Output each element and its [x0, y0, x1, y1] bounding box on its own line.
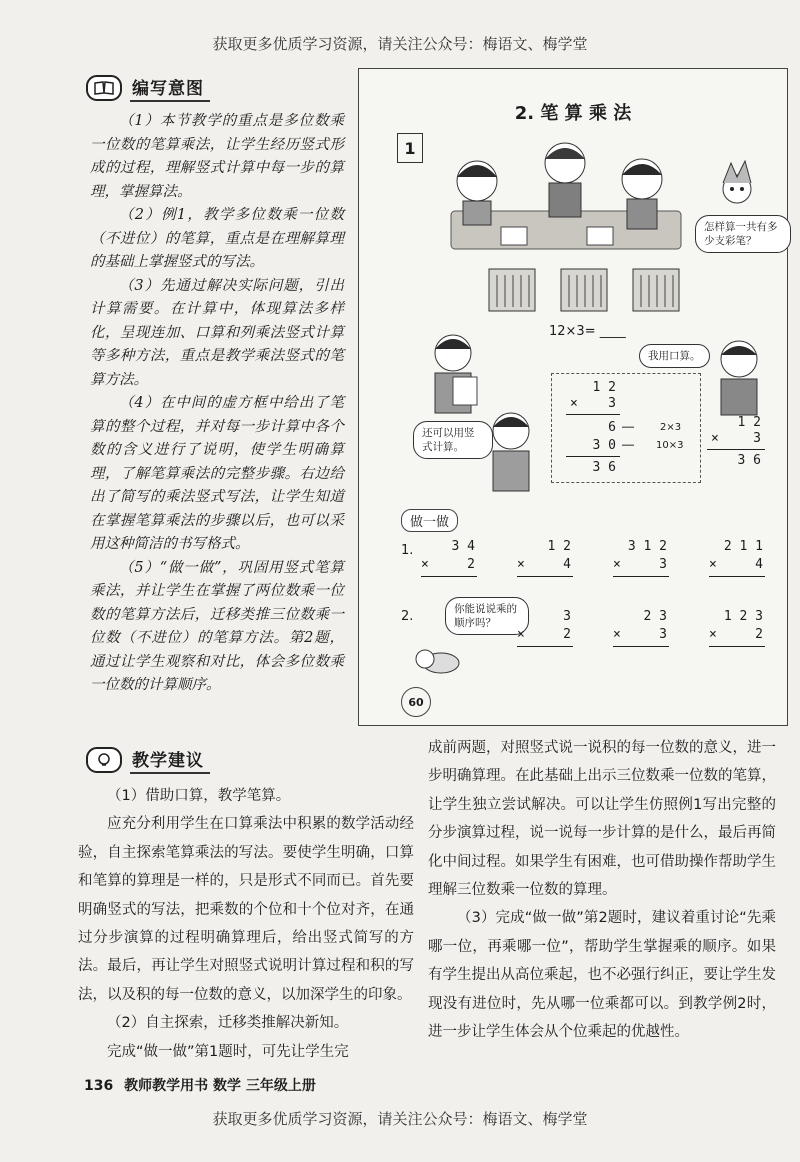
q1-rule — [517, 576, 573, 577]
q2-times-sign: × — [709, 627, 717, 642]
abacus-group-3 — [631, 267, 681, 317]
short-result: 3 6 — [737, 453, 761, 468]
elf-figure — [711, 159, 763, 211]
long-multiplier: 3 — [608, 396, 616, 411]
abacus-icon — [487, 267, 537, 313]
q2-multiplier: 2 — [755, 627, 763, 642]
advice-right-column — [428, 734, 776, 1046]
q1-problem-3 — [613, 539, 671, 583]
q2-problem-2 — [613, 609, 671, 653]
q1-multiplicand: 2 1 1 — [723, 539, 763, 554]
abacus-icon — [559, 267, 609, 313]
advice-left-column — [78, 782, 414, 1066]
example-number-box: 1 — [397, 133, 423, 163]
classroom-illustration — [437, 131, 693, 263]
advice-para-3: （3）完成“做一做”第2题时，建议着重讨论“先乘哪一位，再乘哪一位”，帮助学生掌握乘的顺序。如果有学生提出从高位乘起，也不必强行纠正，要让学生发现没有进位时，先从哪一位乘都可以。到教学例2时，进一步让学生体会从个位乘起的优越性。 — [428, 910, 776, 1041]
q2-multiplicand: 2 3 — [643, 609, 667, 624]
teaching-advice-header — [86, 746, 210, 774]
textbook-panel — [358, 68, 788, 726]
book-icon — [86, 75, 122, 101]
q1-multiplicand: 3 4 — [451, 539, 475, 554]
short-rule — [707, 449, 765, 450]
expression-12x3: 12×3= ____ — [549, 324, 626, 339]
short-multiplication — [705, 415, 775, 471]
q1-multiplier: 3 — [659, 557, 667, 572]
short-multiplicand: 1 2 — [737, 415, 761, 430]
order-bubble: 你能说说乘的顺序吗？ — [445, 597, 529, 635]
teaching-advice-title: 教学建议 — [130, 746, 210, 774]
q1-row — [359, 539, 787, 583]
q1-problem-2 — [517, 539, 575, 583]
advice-subheading-1: （1）借助口算，教学笔算。 — [107, 788, 291, 804]
q2-rule — [709, 646, 765, 647]
question-bubble: 怎样算一共有多少支彩笔？ — [695, 215, 791, 253]
q1-rule — [613, 576, 669, 577]
short-times-sign: × — [711, 431, 719, 446]
top-banner: 获取更多优质学习资源，请关注公众号：梅语文、梅学堂 — [212, 35, 588, 53]
bulb-icon — [86, 747, 122, 773]
long-note-2: 10×3 — [656, 440, 684, 451]
lesson-title: 2. 笔 算 乘 法 — [514, 103, 632, 124]
q1-multiplier: 2 — [467, 557, 475, 572]
girl-figure — [479, 409, 545, 495]
long-result: 3 6 — [592, 460, 616, 475]
advice-para-continued: 成前两题，对照竖式说一说积的每一位数的意义，进一步明确算理。在此基础上出示三位数乘一位数的笔算，让学生独立尝试解决。可以让学生仿照例1写出完整的分步演算过程，说一说每一步计算的是什么，最后再简化中间过程。如果学生有困难，也可借助操作帮助学生理解三位数乘一位数的算理。 — [428, 740, 776, 899]
short-multiplier: 3 — [753, 431, 761, 446]
q1-times-sign: × — [709, 557, 717, 572]
design-intent-body — [90, 110, 344, 698]
long-partial-2: 3 0 — [592, 438, 616, 453]
q1-times-sign: × — [613, 557, 621, 572]
boy-figure — [709, 337, 769, 417]
page-footer — [84, 1075, 316, 1095]
q2-problem-3 — [709, 609, 767, 653]
long-rule-2 — [566, 456, 620, 457]
q1-times-sign: × — [421, 557, 429, 572]
abacus-group-1 — [487, 267, 537, 317]
q2-rule — [613, 646, 669, 647]
oral-calc-bubble: 我用口算。 — [639, 344, 710, 368]
q2-number: 2. — [401, 609, 414, 624]
textbook-page-number: 60 — [401, 687, 431, 717]
long-times-sign: × — [570, 396, 578, 411]
q1-problem-4 — [709, 539, 767, 583]
girl-figure — [421, 331, 487, 417]
q1-times-sign: × — [517, 557, 525, 572]
q2-rule — [517, 646, 573, 647]
advice-para-1: 应充分利用学生在口算乘法中积累的数学活动经验，自主探索笔算乘法的写法。要使学生明确，口算和笔算的算理是一样的，只是形式不同而已。首先要明确竖式的写法，把乘数的个位和十个位对齐，在通过分步演算的过程明确算理后，给出竖式简写的方法。最后，再让学生对照竖式说明计算过程和积的写法，以及积的每一位数的意义，以加深学生的印象。 — [78, 816, 414, 1003]
long-dots-1: …… — [622, 420, 635, 431]
long-rule-1 — [566, 414, 620, 415]
q1-rule — [421, 576, 477, 577]
abacus-group-2 — [559, 267, 609, 317]
design-intent-title: 编写意图 — [130, 74, 210, 102]
advice-subheading-2: （2）自主探索，迁移类推解决新知。 — [107, 1015, 349, 1032]
design-para-5: （5）“做一做”，巩固用竖式笔算乘法，并让学生在掌握了两位数乘一位数的笔算方法后，迁移类推三位数乘一位数（不进位）的笔算方法。第2题，通过让学生观察和对比，体会多位数乘一位数的计算顺序。 — [90, 559, 344, 693]
q1-multiplicand: 3 1 2 — [627, 539, 667, 554]
q2-row — [359, 609, 787, 653]
design-para-1: （1）本节教学的重点是多位数乘一位数的笔算乘法，让学生经历竖式形成的过程，理解竖式计算中每一步的算理，掌握算法。 — [90, 113, 344, 200]
q1-multiplier: 4 — [755, 557, 763, 572]
q2-multiplicand: 1 2 3 — [723, 609, 763, 624]
q1-rule — [709, 576, 765, 577]
design-para-2: （2）例1，教学多位数乘一位数（不进位）的笔算，重点是在理解算理的基础上掌握竖式的写法。 — [90, 207, 344, 270]
design-intent-header — [86, 74, 210, 102]
design-para-4: （4）在中间的虚方框中给出了笔算的整个过程，并对每一步计算中各个数的含义进行了说明，使学生明确算理，了解笔算乘法的完整步骤。右边给出了简写的乘法竖式写法，让学生知道在掌握笔算乘法的步骤以后，也可以采用这种简洁的书写格式。 — [90, 395, 344, 552]
long-dots-2: …… — [622, 438, 635, 449]
q1-problem-1 — [421, 539, 479, 583]
abacus-icon — [631, 267, 681, 313]
long-note-1: 2×3 — [660, 422, 682, 433]
q1-number: 1. — [401, 543, 414, 558]
long-partial-1: 6 — [608, 420, 616, 435]
bottom-banner: 获取更多优质学习资源，请关注公众号：梅语文、梅学堂 — [212, 1110, 588, 1128]
q2-multiplier: 3 — [659, 627, 667, 642]
footer-book-title: 教师教学用书 数学 三年级上册 — [124, 1078, 316, 1094]
q2-times-sign: × — [517, 627, 525, 642]
long-multiplicand: 1 2 — [592, 380, 616, 395]
practice-label: 做一做 — [401, 509, 458, 532]
q2-multiplier: 2 — [563, 627, 571, 642]
vertical-calc-bubble: 还可以用竖式计算。 — [413, 421, 493, 459]
q2-problem-1 — [517, 609, 575, 653]
long-multiplication-box — [551, 373, 701, 483]
q1-multiplier: 4 — [563, 557, 571, 572]
design-para-3: （3）先通过解决实际问题，引出计算需要。在计算中，体现算法多样化，呈现连加、口算和列乘法竖式计算等多种方法，重点是教学乘法竖式的笔算方法。 — [90, 277, 344, 388]
q2-times-sign: × — [613, 627, 621, 642]
advice-para-2: 完成“做一做”第1题时，可先让学生完 — [107, 1043, 349, 1060]
footer-page-number: 136 — [84, 1078, 114, 1094]
q1-multiplicand: 1 2 — [547, 539, 571, 554]
q2-multiplicand: 3 — [563, 609, 571, 624]
